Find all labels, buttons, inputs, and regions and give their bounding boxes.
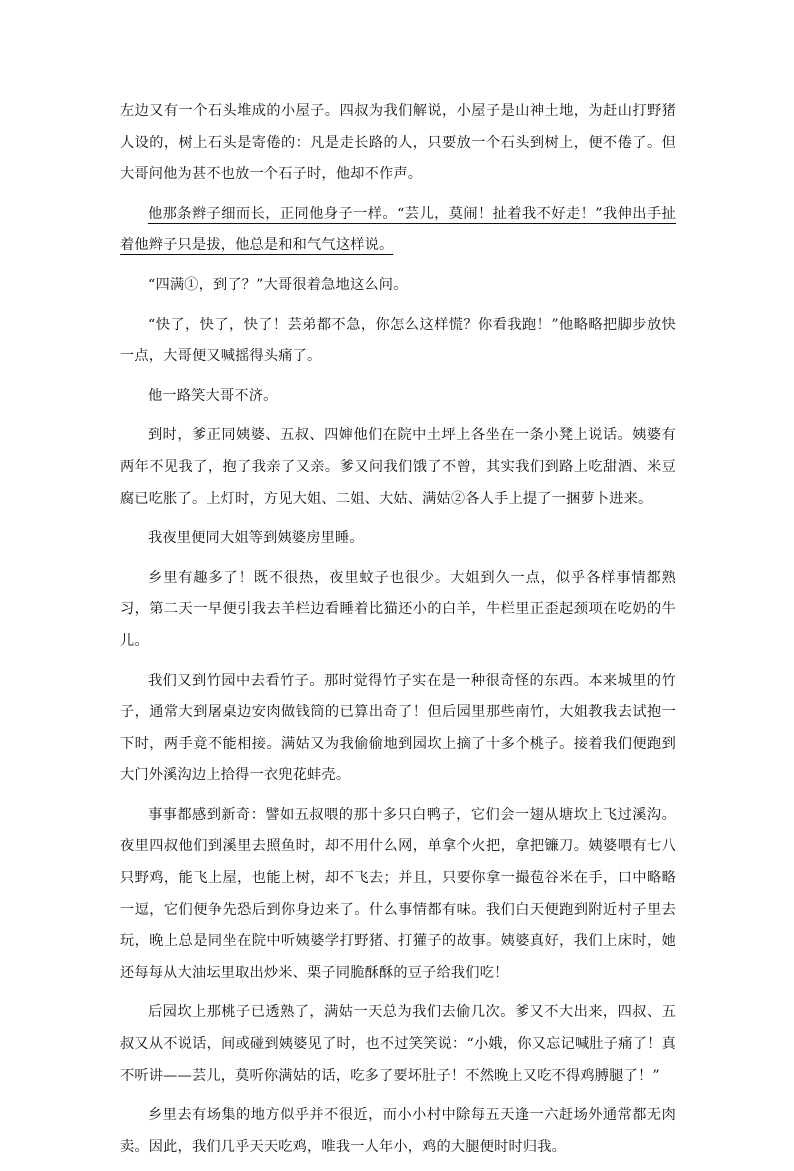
paragraph-5: 他一路笑大哥不济。 (148, 387, 278, 404)
paragraph-9: 我们又到竹园中去看竹子。那时觉得竹子实在是一种很奇怪的东西。本来城里的竹子，通常大到屠桌边安肉做钱筒的已算出奇了！但后园里那些南竹，大姐教我去试抱一下时，两手竟不能相接。满姑又为我偷偷地到园坎上摘了十多个桃子。接着我们便跑到大门外溪沟边上拾得一衣兜花蚌壳。 (120, 672, 676, 784)
paragraph-2-underlined (120, 199, 676, 262)
paragraph-8: 乡里有趣多了！既不很热，夜里蚊子也很少。大姐到久一点，似乎各样事情都熟习，第二天一早便引我去羊栏边看睡着比猫还小的白羊，牛栏里正歪起颈项在吃奶的牛儿。 (120, 569, 676, 649)
paragraph-1: 左边又有一个石头堆成的小屋子。四叔为我们解说，小屋子是山神土地，为赶山打野猪人设的，树上石头是寄倦的：凡是走长路的人，只要放一个石头到树上，便不倦了。但大哥问他为甚不也放一个石子时，他却不作声。 (120, 103, 676, 183)
paragraph-4: “快了，快了，快了！芸弟都不急，你怎么这样慌？你看我跑！”他略略把脚步放快一点，大哥便又喊摇得头痛了。 (120, 316, 676, 365)
underlined-text: 他那条辫子细而长，正同他身子一样。“芸儿，莫闹！扯着我不好走！”我伸出手扯着他辫子只是拔，他总是和和气气这样说。 (120, 205, 676, 254)
paragraph-6: 到时，爹正同姨婆、五叔、四婶他们在院中土坪上各坐在一条小凳上说话。姨婆有两年不见我了，抱了我亲了又亲。爹又问我们饿了不曾，其实我们到路上吃甜酒、米豆腐已吃胀了。上灯时，方见大姐、二姐、大姑、满姑②各人手上提了一捆萝卜进来。 (120, 427, 676, 507)
paragraph-7: 我夜里便同大姐等到姨婆房里睡。 (148, 530, 364, 547)
document-page (120, 96, 676, 1171)
paragraph-3: “四满①，到了？”大哥很着急地这么问。 (148, 276, 408, 293)
paragraph-11: 后园坎上那桃子已透熟了，满姑一天总为我们去偷几次。爹又不大出来，四叔、五叔又从不说话，间或碰到姨婆见了时，也不过笑笑说：“小娥，你又忘记喊肚子痛了！真不听讲——芸儿，莫听你满姑的话，吃多了要坏肚子！不然晚上又吃不得鸡膊腿了！” (120, 1004, 676, 1084)
paragraph-12: 乡里去有场集的地方似乎并不很近，而小小村中除每五天逢一六赶场外通常都无肉卖。因此，我们几乎天天吃鸡，唯我一人年小，鸡的大腿便时时归我。 (120, 1107, 676, 1155)
paragraph-10: 事事都感到新奇：譬如五叔喂的那十多只白鸭子，它们会一翅从塘坎上飞过溪沟。夜里四叔他们到溪里去照鱼时，却不用什么网，单拿个火把，拿把镰刀。姨婆喂有七八只野鸡，能飞上屋，也能上树，却不飞去；并且，只要你拿一撮苞谷米在手，口中略略一逗，它们便争先恐后到你身边来了。什么事情都有味。我们白天便跑到附近村子里去玩，晚上总是同坐在院中听姨婆学打野猪、打獾子的故事。姨婆真好，我们上床时，她还每每从大油坛里取出炒米、栗子同脆酥酥的豆子给我们吃！ (120, 806, 676, 981)
